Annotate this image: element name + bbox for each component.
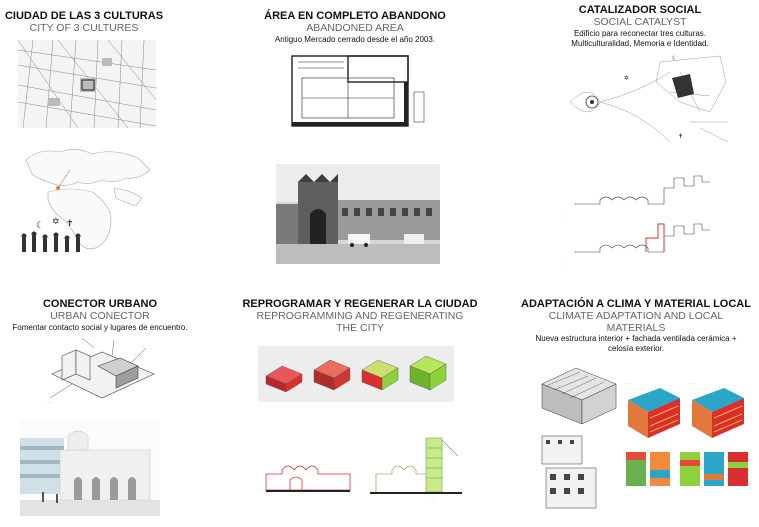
svg-text:✡: ✡	[624, 76, 630, 82]
panel-description-line-2: celosía exterior.	[607, 344, 665, 353]
svg-text:· · ·: · · ·	[46, 400, 53, 405]
panel-description-line-1: Edificio para reconectar tres culturas.	[573, 29, 707, 38]
svg-text:· · · · ·: · · · · ·	[688, 381, 697, 385]
panel-subtitle: ABANDONED AREA	[306, 22, 404, 34]
crescent-icon: ☾	[36, 220, 45, 230]
svg-text:· · ·: · · ·	[624, 493, 629, 497]
panel-title: REPROGRAMAR Y REGENERAR LA CIUDAD	[242, 298, 478, 310]
elevation-label: · ·	[562, 210, 564, 220]
floor-plan	[288, 52, 428, 132]
panel-subtitle: SOCIAL CATALYST	[593, 16, 687, 28]
skyline-elevations	[560, 168, 730, 268]
panel-subtitle-line-2: MATERIALS	[606, 322, 666, 334]
panel-title: ADAPTACIÓN A CLIMA Y MATERIAL LOCAL	[521, 298, 751, 310]
panel-subtitle: CITY OF 3 CULTURES	[29, 22, 139, 34]
svg-text:☾: ☾	[672, 56, 678, 62]
panel-description-line-1: Nueva estructura interior + fachada ventilada cerámica +	[535, 334, 737, 343]
elevation-label: · ·	[562, 258, 564, 268]
svg-text:· · · · ·: · · · · ·	[624, 381, 633, 385]
city-map	[18, 40, 156, 128]
panel-title: CONECTOR URBANO	[42, 298, 158, 310]
section-original	[262, 456, 354, 496]
axonometric-diagram	[42, 334, 162, 418]
context-diagram	[560, 52, 730, 152]
panel-description-line-2: Multiculturalidad, Memoria e Identidad.	[571, 39, 709, 48]
structure-diagram	[536, 364, 620, 514]
svg-text:✝: ✝	[678, 134, 684, 140]
panel-title: CIUDAD DE LAS 3 CULTURAS	[4, 10, 164, 22]
panel-description: Fomentar contacto social y lugares de encuentro.	[12, 323, 188, 332]
star-of-david-icon: ✡	[52, 216, 60, 226]
panel-subtitle-line-1: REPROGRAMMING AND REGENERATING	[256, 310, 464, 322]
panel-title: ÁREA EN COMPLETO ABANDONO	[264, 10, 446, 22]
facade-studies	[620, 378, 756, 510]
crowd-photo	[18, 228, 88, 258]
program-blocks-diagram	[258, 346, 454, 402]
market-photo	[276, 164, 440, 264]
panel-subtitle: URBAN CONECTOR	[50, 310, 150, 322]
svg-text:· · ·: · · ·	[430, 497, 436, 501]
svg-text:· · ·: · · ·	[300, 492, 306, 496]
panel-title: CATALIZADOR SOCIAL	[578, 4, 702, 16]
panel-subtitle-line-1: CLIMATE ADAPTATION AND LOCAL	[548, 310, 724, 322]
panel-subtitle-line-2: THE CITY	[336, 322, 384, 334]
panel-description: Antiguo Mercado cerrado desde el año 2003.	[274, 35, 436, 44]
section-proposed	[370, 430, 466, 502]
cross-icon: ✝	[66, 218, 74, 228]
building-rendering	[20, 420, 160, 516]
